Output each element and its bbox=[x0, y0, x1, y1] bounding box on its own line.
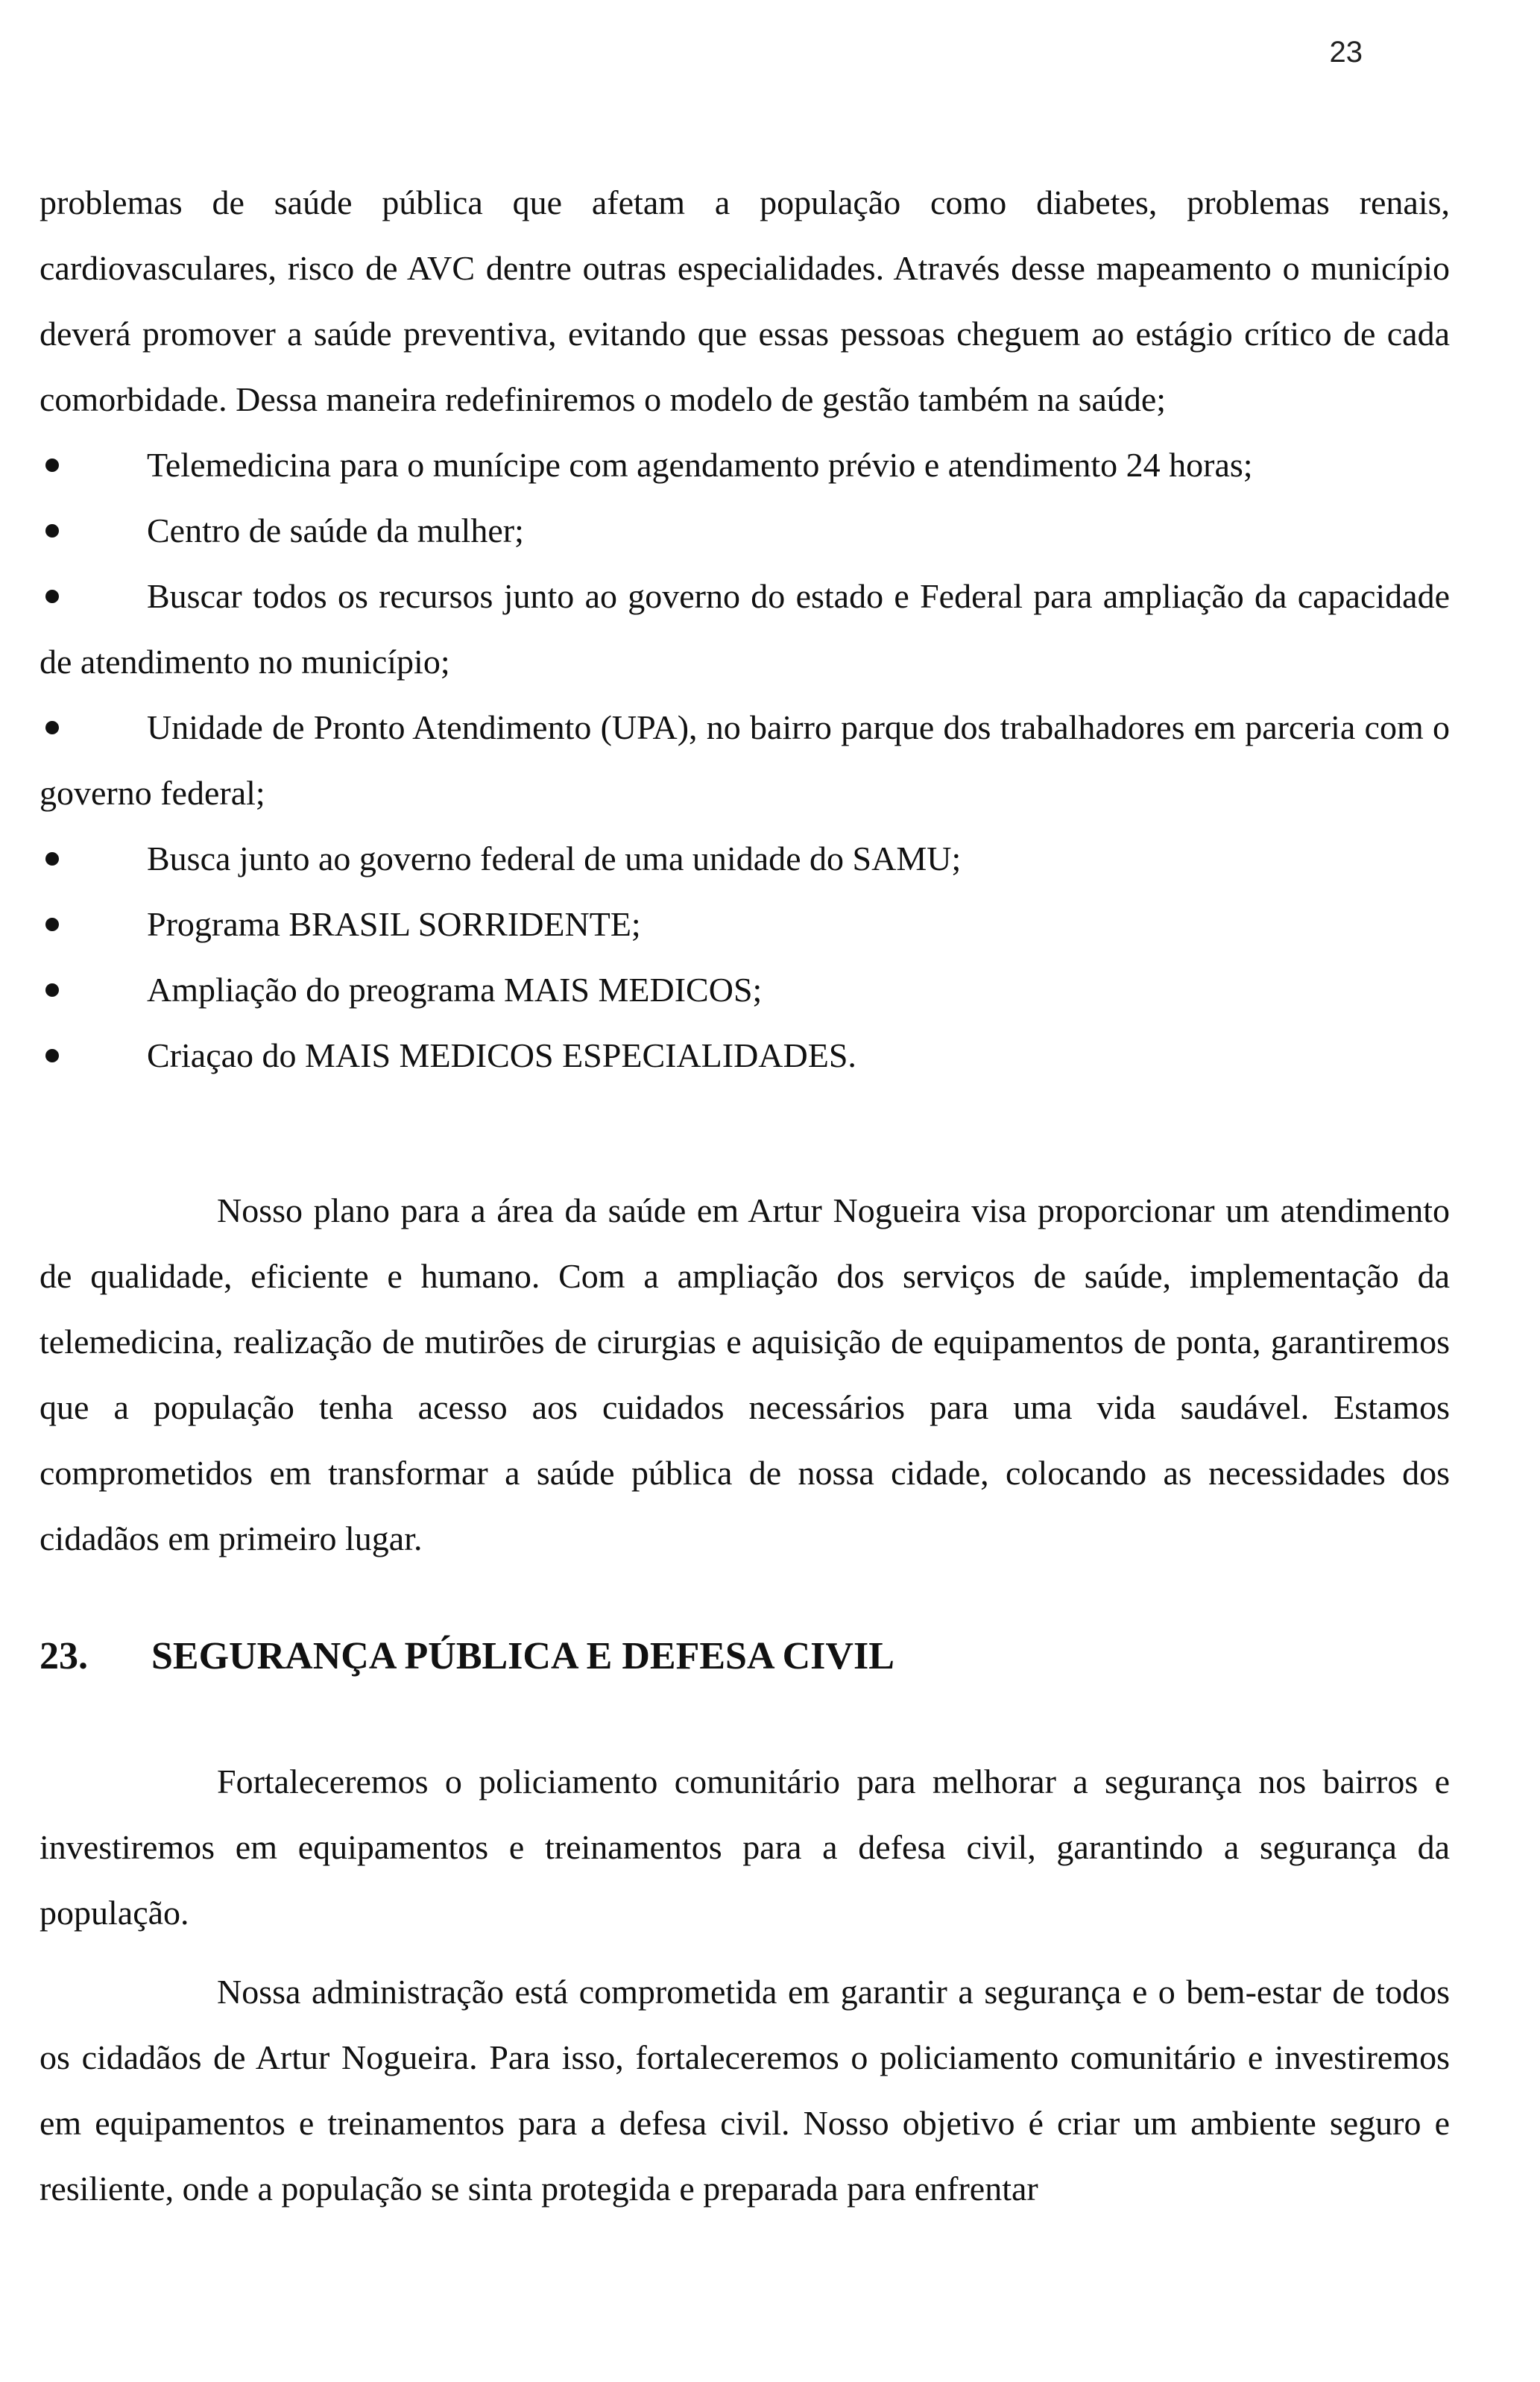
bullet-icon bbox=[45, 983, 59, 997]
bullet-icon bbox=[45, 721, 59, 734]
list-item bbox=[40, 826, 1450, 892]
page-number: 23 bbox=[1329, 36, 1363, 69]
list-item-text: Centro de saúde da mulher; bbox=[147, 511, 524, 549]
page-content bbox=[40, 170, 1450, 2222]
list-item-text: Ampliação do preograma MAIS MEDICOS; bbox=[147, 971, 763, 1009]
spacer bbox=[40, 1946, 1450, 1959]
list-item-text: Telemedicina para o munícipe com agendamento prévio e atendimento 24 horas; bbox=[147, 446, 1253, 484]
section-heading bbox=[40, 1572, 1450, 1749]
list-item bbox=[40, 564, 1450, 695]
spacer bbox=[40, 1088, 1450, 1178]
bullet-icon bbox=[45, 918, 59, 931]
list-item bbox=[40, 432, 1450, 498]
health-measures-list bbox=[40, 432, 1450, 1088]
bullet-icon bbox=[45, 590, 59, 603]
bullet-icon bbox=[45, 524, 59, 538]
list-item-text: Criaçao do MAIS MEDICOS ESPECIALIDADES. bbox=[147, 1036, 856, 1074]
section-title: SEGURANÇA PÚBLICA E DEFESA CIVIL bbox=[151, 1635, 894, 1677]
security-paragraph-1: Fortaleceremos o policiamento comunitário para melhorar a segurança nos bairros e investiremos em equipamentos e treinamentos para a defesa civil, garantindo a segurança da população. bbox=[40, 1762, 1450, 1932]
list-item bbox=[40, 957, 1450, 1023]
list-item-text: Programa BRASIL SORRIDENTE; bbox=[147, 905, 641, 943]
intro-paragraph: problemas de saúde pública que afetam a população como diabetes, problemas renais, cardiovasculares, risco de AVC dentre outras especialidades. Através desse mapeamento o município deverá promover a saúde preventiva, evitando que essas pessoas cheguem ao estágio crítico de cada comorbidade. Dessa maneira redefiniremos o modelo de gestão também na saúde; bbox=[40, 183, 1450, 418]
list-item-text: Busca junto ao governo federal de uma unidade do SAMU; bbox=[147, 839, 962, 878]
bullet-icon bbox=[45, 1049, 59, 1062]
bullet-icon bbox=[45, 852, 59, 866]
list-item-text: Buscar todos os recursos junto ao governo do estado e Federal para ampliação da capacidade de atendimento no município; bbox=[40, 577, 1450, 681]
security-paragraph-2: Nossa administração está comprometida em garantir a segurança e o bem-estar de todos os cidadãos de Artur Nogueira. Para isso, fortaleceremos o policiamento comunitário e investiremos em equipamentos e treinamentos para a defesa civil. Nosso objetivo é criar um ambiente seguro e resiliente, onde a população se sinta protegida e preparada para enfrentar bbox=[40, 1973, 1450, 2208]
list-item bbox=[40, 498, 1450, 564]
list-item bbox=[40, 695, 1450, 826]
section-number: 23. bbox=[40, 1635, 88, 1677]
list-item bbox=[40, 1023, 1450, 1088]
bullet-icon bbox=[45, 459, 59, 472]
list-item-text: Unidade de Pronto Atendimento (UPA), no bairro parque dos trabalhadores em parceria com o governo federal; bbox=[40, 708, 1450, 812]
list-item bbox=[40, 892, 1450, 957]
health-summary-paragraph: Nosso plano para a área da saúde em Artur Nogueira visa proporcionar um atendimento de qualidade, eficiente e humano. Com a ampliação dos serviços de saúde, implementação da telemedicina, realização de mutirões de cirurgias e aquisição de equipamentos de ponta, garantiremos que a população tenha acesso aos cuidados necessários para uma vida saudável. Estamos comprometidos em transformar a saúde pública de nossa cidade, colocando as necessidades dos cidadãos em primeiro lugar. bbox=[40, 1191, 1450, 1557]
